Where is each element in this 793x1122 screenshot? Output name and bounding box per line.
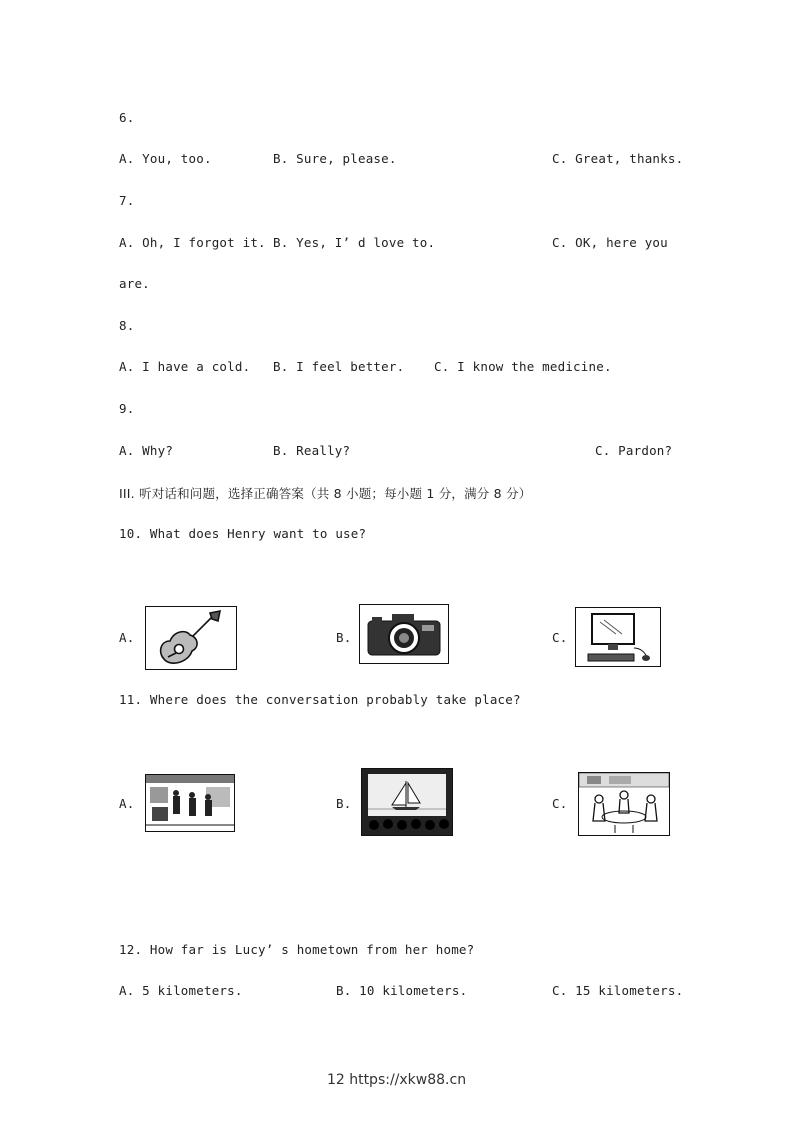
question-11-text: 11. Where does the conversation probably take place? xyxy=(119,692,521,707)
restaurant-scene xyxy=(578,772,670,836)
q9-option-b: B. Really? xyxy=(273,443,351,458)
q7-option-a: A. Oh, I forgot it. xyxy=(119,235,266,250)
q7-option-c-continued: are. xyxy=(119,276,150,291)
q8-option-a: A. I have a cold. xyxy=(119,359,251,374)
q10-option-b-label: B. xyxy=(336,630,352,645)
cinema-scene xyxy=(361,768,453,836)
q12-option-b: B. 10 kilometers. xyxy=(336,983,468,998)
camera-icon xyxy=(359,604,449,664)
question-7-number: 7. xyxy=(119,193,135,208)
q11-option-b-label: B. xyxy=(336,796,352,811)
q9-option-c: C. Pardon? xyxy=(595,443,673,458)
q8-option-c: C. I know the medicine. xyxy=(434,359,612,374)
q6-option-c: C. Great, thanks. xyxy=(552,151,684,166)
q11-option-c-label: C. xyxy=(552,796,568,811)
q7-option-c: C. OK, here you xyxy=(552,235,668,250)
q6-option-a: A. You, too. xyxy=(119,151,212,166)
question-8-number: 8. xyxy=(119,318,135,333)
q9-option-a: A. Why? xyxy=(119,443,174,458)
q12-option-a: A. 5 kilometers. xyxy=(119,983,243,998)
question-9-number: 9. xyxy=(119,401,135,416)
q11-option-a-label: A. xyxy=(119,796,135,811)
q7-option-b: B. Yes, I’ d love to. xyxy=(273,235,436,250)
section-3-heading: III. 听对话和问题，选择正确答案（共 8 小题；每小题 1 分，满分 8 分） xyxy=(119,486,532,501)
question-10-text: 10. What does Henry want to use? xyxy=(119,526,367,541)
guitar-icon xyxy=(145,606,237,670)
shop-scene xyxy=(145,774,235,832)
q10-option-c-label: C. xyxy=(552,630,568,645)
q10-option-a-label: A. xyxy=(119,630,135,645)
q12-option-c: C. 15 kilometers. xyxy=(552,983,684,998)
q6-option-b: B. Sure, please. xyxy=(273,151,397,166)
question-6-number: 6. xyxy=(119,110,135,125)
computer-icon xyxy=(575,607,661,667)
q8-option-b: B. I feel better. xyxy=(273,359,405,374)
page-footer: 12 https://xkw88.cn xyxy=(326,1072,467,1088)
question-12-text: 12. How far is Lucy’ s hometown from her home? xyxy=(119,942,475,957)
